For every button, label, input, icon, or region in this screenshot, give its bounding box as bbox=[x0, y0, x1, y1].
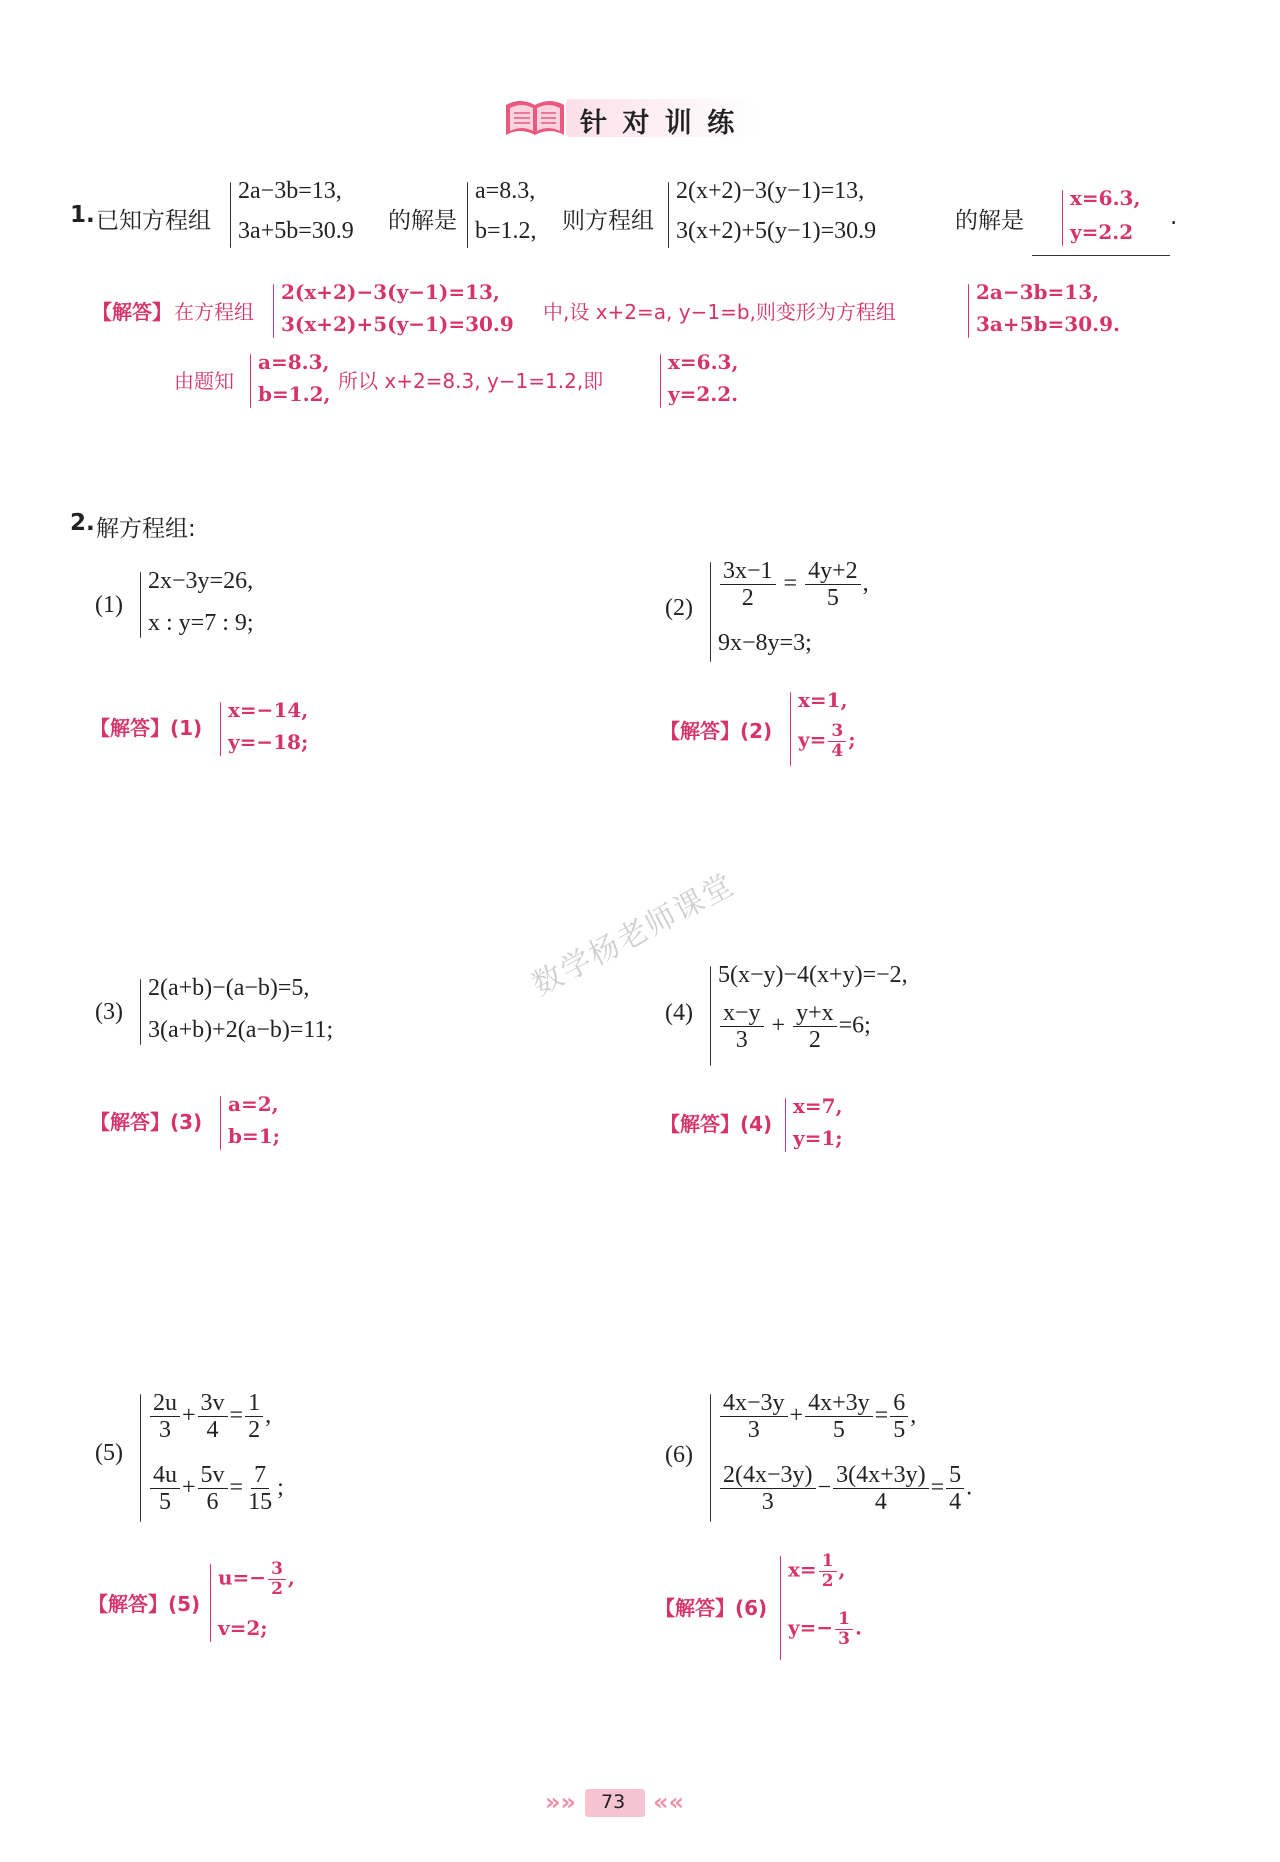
q2-p6-ans-row2: y=− $\frac{1}{3}$ . bbox=[788, 1609, 862, 1649]
q2-text: 解方程组: bbox=[96, 516, 196, 542]
section-title: 针 对 训 练 bbox=[580, 108, 738, 139]
q1-ans-sysB-row2: 3a+5b=30.9. bbox=[976, 312, 1120, 336]
q2-p6-answer-label: 【解答】(6) bbox=[655, 1596, 768, 1620]
q2-p1-row1: 2x−3y=26, bbox=[148, 568, 254, 594]
q2-p1-ans-row1: x=−14, bbox=[228, 698, 309, 722]
q1-answer-t2: 中,设 x+2=a, y−1=b,则变形为方程组 bbox=[543, 300, 896, 324]
q1-period: . bbox=[1170, 204, 1178, 230]
q1-text-c: 则方程组 bbox=[562, 208, 654, 234]
q2-p2-ans-row2: y= $\frac{3}{4}$ ; bbox=[798, 721, 856, 761]
q1-text-d: 的解是 bbox=[955, 208, 1024, 234]
q2-p4-row2: $\frac{x-y}{3}$ + $\frac{y+x}{2}$ =6; bbox=[718, 1000, 871, 1054]
q2-p3-row2: 3(a+b)+2(a−b)=11; bbox=[148, 1017, 334, 1043]
q1-sys2-row2: 3(x+2)+5(y−1)=30.9 bbox=[676, 218, 877, 244]
q1-ans-sysD-row1: x=6.3, bbox=[668, 350, 739, 374]
q2-p5-label: (5) bbox=[95, 1440, 123, 1466]
q2-p6-ans-row1: x= $\frac{1}{2}$ , bbox=[788, 1551, 846, 1591]
q2-p2-row1: $\frac{3x-1}{2}$ = $\frac{4y+2}{5}$ , bbox=[718, 558, 869, 612]
q2-p6-label: (6) bbox=[665, 1442, 693, 1468]
page-number: 73 bbox=[601, 1791, 626, 1813]
q2-p2-ans-row1: x=1, bbox=[798, 688, 848, 712]
q1-ans-sysD-row2: y=2.2. bbox=[668, 382, 739, 406]
q2-p5-ans-row1: u=− $\frac{3}{2}$ , bbox=[218, 1559, 295, 1599]
q2-p3-label: (3) bbox=[95, 999, 123, 1025]
q1-answer-blank-line bbox=[1032, 255, 1170, 256]
q2-p4-ans-row2: y=1; bbox=[793, 1126, 843, 1150]
q2-p4-label: (4) bbox=[665, 1000, 693, 1026]
q2-p3-row1: 2(a+b)−(a−b)=5, bbox=[148, 975, 310, 1001]
q1-answer-t3: 由题知 bbox=[174, 369, 234, 393]
q2-p2-row2: 9x−8y=3; bbox=[718, 630, 812, 656]
q2-p5-ans-row2: v=2; bbox=[218, 1616, 268, 1640]
q2-p5-row2: $\frac{4u}{5}$ + $\frac{5v}{6}$ = $\frac{7}{15}$ ; bbox=[148, 1462, 284, 1516]
q1-sys1-row2: 3a+5b=30.9 bbox=[238, 218, 354, 244]
q1-sol1-row2: b=1.2, bbox=[475, 218, 537, 244]
q1-number: 1. bbox=[70, 202, 95, 228]
q2-p5-row1: $\frac{2u}{3}$ + $\frac{3v}{4}$ = $\frac{1}{2}$ , bbox=[148, 1390, 271, 1444]
q2-number: 2. bbox=[70, 510, 95, 536]
q1-answer-t4: 所以 x+2=8.3, y−1=1.2,即 bbox=[338, 369, 604, 393]
q2-p5-answer-label: 【解答】(5) bbox=[88, 1592, 201, 1616]
q1-answer-t1: 在方程组 bbox=[174, 300, 254, 324]
q2-p1-ans-row2: y=−18; bbox=[228, 730, 309, 754]
q1-ans-sysB-row1: 2a−3b=13, bbox=[976, 280, 1100, 304]
page-footer bbox=[545, 1788, 695, 1818]
q1-answer-label: 【解答】 bbox=[92, 300, 172, 324]
q1-ans-sysC-row1: a=8.3, bbox=[258, 350, 330, 374]
q2-p4-row1: 5(x−y)−4(x+y)=−2, bbox=[718, 962, 908, 988]
q2-p2-label: (2) bbox=[665, 595, 693, 621]
q2-p4-ans-row1: x=7, bbox=[793, 1094, 843, 1118]
q2-p1-row2: x : y=7 : 9; bbox=[148, 610, 254, 636]
q1-sys2-row1: 2(x+2)−3(y−1)=13, bbox=[676, 178, 865, 204]
q2-p3-ans-row1: a=2, bbox=[228, 1092, 279, 1116]
q1-blank-row1: x=6.3, bbox=[1070, 186, 1141, 210]
q2-p1-label: (1) bbox=[95, 592, 123, 618]
q1-text-a: 已知方程组 bbox=[96, 208, 211, 234]
q1-blank-row2: y=2.2 bbox=[1070, 220, 1134, 244]
q2-p3-answer-label: 【解答】(3) bbox=[90, 1110, 203, 1134]
q2-p1-answer-label: 【解答】(1) bbox=[90, 716, 203, 740]
watermark: 数学杨老师课堂 bbox=[526, 867, 741, 1004]
section-header bbox=[500, 95, 760, 141]
right-arrows-icon: «« bbox=[653, 1788, 685, 1816]
book-icon bbox=[500, 95, 570, 141]
q1-ans-sysC-row2: b=1.2, bbox=[258, 382, 331, 406]
q2-p6-row2: $\frac{2(4x-3y)}{3}$ − $\frac{3(4x+3y)}{4}$ = $\frac{5}{4}$ . bbox=[718, 1462, 972, 1516]
q1-text-b: 的解是 bbox=[388, 208, 457, 234]
q1-ans-sysA-row1: 2(x+2)−3(y−1)=13, bbox=[281, 280, 500, 304]
q2-p4-answer-label: 【解答】(4) bbox=[660, 1112, 773, 1136]
q2-p6-row1: $\frac{4x-3y}{3}$ + $\frac{4x+3y}{5}$ = $\frac{6}{5}$ , bbox=[718, 1390, 916, 1444]
q2-p2-answer-label: 【解答】(2) bbox=[660, 719, 773, 743]
q1-sys1-row1: 2a−3b=13, bbox=[238, 178, 342, 204]
q1-ans-sysA-row2: 3(x+2)+5(y−1)=30.9 bbox=[281, 312, 514, 336]
left-arrows-icon: »» bbox=[545, 1788, 577, 1816]
q2-p3-ans-row2: b=1; bbox=[228, 1124, 281, 1148]
q1-sol1-row1: a=8.3, bbox=[475, 178, 536, 204]
